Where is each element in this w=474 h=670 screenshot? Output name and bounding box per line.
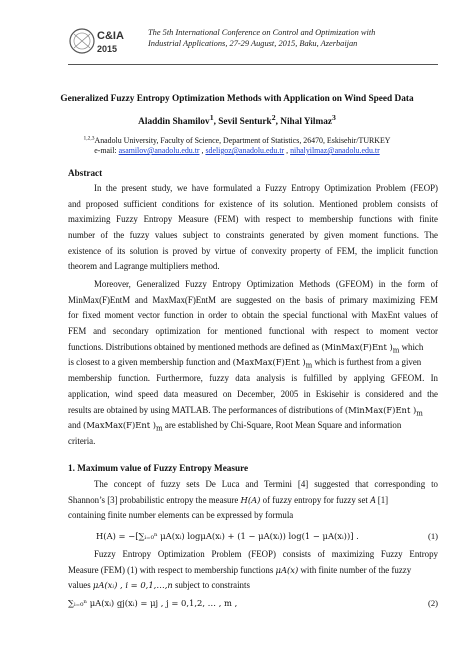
text-line: FEM and secondary optimization for mentioned functional with respect to moment vector [68,326,438,337]
author-name: Sevil Senturk [218,117,272,127]
math-inline: A [370,494,376,505]
abstract-paragraph-2 [68,277,438,450]
author-mark: 2 [271,112,276,122]
text-run: with finite number of the fuzzy [300,564,412,575]
text-run: which is furthest from a given [314,357,422,368]
conference-info [148,28,448,49]
text-run: Shannon’s [3] probabilistic entropy the measure [68,494,239,505]
text-line [68,563,438,579]
email-link[interactable]: asamilov@anadolu.edu.tr [118,146,200,155]
paper-title: Generalized Fuzzy Entropy Optimization Methods with Application on Wind Speed Data [60,94,414,104]
equation-expression: H(A) = −[∑ᵢ₌₀ⁿ μA(xᵢ) logμA(xᵢ) + (1 − μA(xᵢ)) log(1 − μA(xᵢ))] . [96,531,359,541]
author-name: Nihal Yilmaz [280,117,332,127]
text-line: The concept of fuzzy sets De Luca and Termini [4] suggested that corresponding to [94,479,438,489]
svg-text:2015: 2015 [97,44,118,54]
affiliation-marks: 1,2,3 [83,135,95,142]
text-line [68,403,438,419]
equation-number: (1) [427,531,438,541]
text-line: Moreover, Generalized Fuzzy Entropy Optimization Methods (GFEOM) in the form of [94,279,438,289]
conference-logo [68,22,140,60]
math-maxmax: (MaxMax(F)Ent )$_m$ [232,357,313,371]
author-name: Aladdin Shamilov [138,117,210,127]
math-minmax: (MinMax(F)Ent )$_m$ [321,341,400,355]
email-link[interactable]: sdeligoz@anadolu.edu.tr [205,146,285,155]
text-run: Measure (FEM) (1) with respect to membership functions [68,564,274,575]
text-line: number of the fuzzy values subject to constraints generated by given moment functions. The [68,230,438,241]
equation-2 [68,598,438,614]
text-run: are established by Chi-Square, Root Mean Square and information [164,420,402,431]
text-line [68,340,438,356]
section-heading: 1. Maximum value of Fuzzy Entropy Measure [68,463,249,473]
math-inline: H(A) [240,494,261,505]
text-line: In the present study, we have formulated a Fuzzy Entropy Optimization Problem (FEOP) [94,183,438,193]
text-line: existence of its solution is proved by virtue of convexity property of FEM, the implicit function [68,245,438,256]
section-1-paragraph-2 [68,547,438,594]
text-line: and proposed sufficient conditions for existence of its solution. Mentioned problem consists of [68,198,438,209]
author-mark: 1 [209,112,214,122]
math-inline: μA(xᵢ) , i = 0,1,…,n [92,580,173,591]
text-line: for fixed moment vector function in order to obtain the special functional with MaxEnt values of [68,310,438,321]
math-inline: μA(x) [275,564,299,575]
affiliation-block [40,136,434,156]
conference-line-2: Industrial Applications, 27-29 August, 2015, Baku, Azerbaijan [148,38,358,48]
author-mark: 3 [331,112,336,122]
text-run: of fuzzy entropy for fuzzy set [262,494,368,505]
equation-number: (2) [427,598,438,608]
equation-expression: ∑ᵢ₌₀ⁿ μA(xᵢ) gj(xᵢ) = μj , j = 0,1,2, … , m , [68,598,238,608]
text-line: membership function. Furthermore, fuzzy data analysis is fulfilled by applying GFEOM. In [68,373,438,384]
header-divider [68,64,438,65]
text-run: functions. Distributions obtained by mentioned methods are defined as [68,341,320,352]
text-run: results are obtained by using MATLAB. The performances of distributions of [68,404,343,415]
text-line: criteria. [68,435,96,446]
text-run: values [68,580,91,591]
abstract-paragraph-1 [68,181,438,275]
section-1-paragraph [68,477,438,524]
equation-1 [68,531,438,547]
email-link[interactable]: nihalyilmaz@anadolu.edu.tr [290,146,380,155]
text-run: is closest to a given membership function and [68,357,231,368]
text-line: Fuzzy Entropy Optimization Problem (FEOP) consists of maximizing Fuzzy Entropy [94,549,438,559]
conference-line-1: The 5th International Conference on Control and Optimization with [148,28,376,37]
text-line: application, wind speed data measured on December, 2005 in Eskisehir is considered and the [68,388,438,399]
text-line [68,355,438,371]
math-minmax: (MinMax(F)Ent )$_m$ [344,404,423,418]
affiliation: Anadolu University, Faculty of Science, Department of Statistics, 26470, Eskisehir/TURKEY [94,136,391,145]
email-label: e-mail: [94,146,117,155]
text-run: subject to constraints [174,580,250,591]
text-line: containing finite number elements can be expressed by formula [68,510,294,521]
text-line: theorem and Lagrange multipliers method. [68,261,220,272]
svg-text:C&IA: C&IA [97,30,124,42]
text-line: maximizing Fuzzy Entropy Measure (FEM) with respect to membership functions with finite [68,214,438,225]
text-run: which [401,341,424,352]
author-list: Aladdin Shamilov$^1$, Sevil Senturk$^2$, Nihal Yilmaz$^3$ [138,112,336,127]
text-line [68,578,438,594]
text-run: and [68,420,81,431]
text-line [68,493,438,509]
abstract-heading: Abstract [68,168,103,178]
text-line [68,418,438,434]
conference-header [68,22,438,60]
text-run: [1] [377,494,389,505]
email-line: e-mail: asamilov@anadolu.edu.tr , sdeligoz@anadolu.edu.tr , nihalyilmaz@anadolu.edu.tr [94,146,380,155]
text-line: MinMax(F)EntM and MaxMax(F)EntM are suggested on the basis of primary maximizing FEM [68,294,438,305]
math-maxmax: (MaxMax(F)Ent )$_m$ [83,420,163,433]
